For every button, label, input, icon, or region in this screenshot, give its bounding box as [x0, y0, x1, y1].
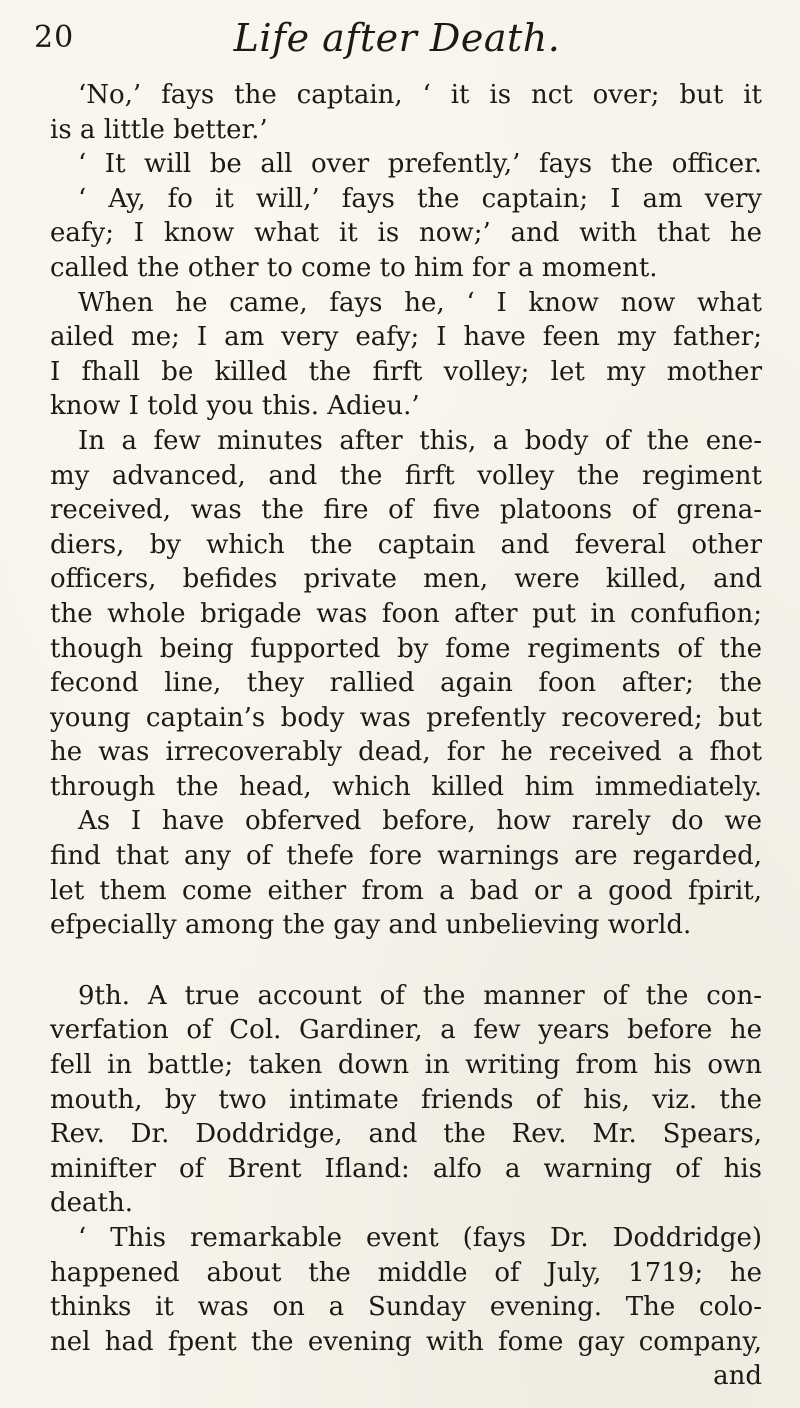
text-line: In a few minutes after this, a body of the ene-: [78, 425, 762, 456]
text-line: verfation of Col. Gardiner, a few years before he: [50, 1015, 762, 1046]
text-line: called the other to come to him for a moment.: [50, 252, 658, 283]
text-line: ‘ This remarkable event (fays Dr. Doddridge): [78, 1223, 762, 1253]
text-line: mouth, by two intimate friends of his, viz. the: [50, 1084, 762, 1115]
text-line: fell in battle; taken down in writing from his own: [50, 1050, 762, 1081]
text-line: eafy; I know what it is now;’ and with that he: [50, 218, 762, 249]
text-line: efpecially among the gay and unbelieving world.: [50, 910, 692, 941]
page-number: 20: [34, 20, 75, 55]
text-line: he was irrecoverably dead, for he received a fhot: [50, 737, 762, 768]
text-line: happened about the middle of July, 1719; he: [50, 1257, 762, 1288]
text-line: ‘ Ay, fo it will,’ fays the captain; I am very: [78, 183, 762, 214]
text-line: minifter of Brent Ifland: alfo a warning of his: [50, 1153, 762, 1184]
text-line: As I have obferved before, how rarely do we: [78, 806, 762, 837]
text-line: fecond line, they rallied again foon after; the: [50, 668, 762, 699]
text-line: nel had fpent the evening with fome gay company,: [50, 1326, 762, 1357]
paragraph-gap: [50, 943, 762, 979]
catchword: and: [713, 1361, 762, 1392]
text-line: find that any of thefe fore warnings are regarded,: [50, 841, 762, 872]
text-line: let them come either from a bad or a good fpirit,: [50, 875, 762, 906]
text-line: I fhall be killed the firft volley; let my mother: [50, 356, 762, 387]
text-line: young captain’s body was prefently recovered; but: [50, 702, 762, 733]
text-line: received, was the fire of five platoons of grena-: [50, 495, 762, 526]
text-line: Rev. Dr. Doddridge, and the Rev. Mr. Spears,: [50, 1119, 762, 1150]
text-line: though being fupported by fome regiments of the: [50, 633, 762, 664]
text-line: ‘No,’ fays the captain, ‘ it is nct over; but it: [78, 80, 762, 110]
body-text: [50, 78, 762, 1394]
text-line: ailed me; I am very eafy; I have feen my father;: [50, 322, 762, 353]
text-line: is a little better.’: [50, 114, 268, 145]
text-line: ‘ It will be all over prefently,’ fays the officer.: [78, 149, 762, 180]
text-line: through the head, which killed him immediately.: [50, 771, 762, 802]
text-line: death.: [50, 1188, 133, 1219]
text-line: my advanced, and the firft volley the regiment: [50, 460, 762, 491]
text-line: When he came, fays he, ‘ I know now what: [78, 287, 762, 318]
text-line: thinks it was on a Sunday evening. The colo-: [50, 1292, 762, 1323]
page-header: [34, 8, 760, 72]
text-line: know I told you this. Adieu.’: [50, 391, 420, 422]
running-title: Life after Death.: [233, 16, 561, 60]
text-line: 9th. A true account of the manner of the con-: [78, 980, 762, 1011]
text-line: diers, by which the captain and feveral other: [50, 529, 762, 560]
text-line: officers, befides private men, were killed, and: [50, 564, 762, 595]
text-line: the whole brigade was foon after put in confufion;: [50, 598, 762, 629]
